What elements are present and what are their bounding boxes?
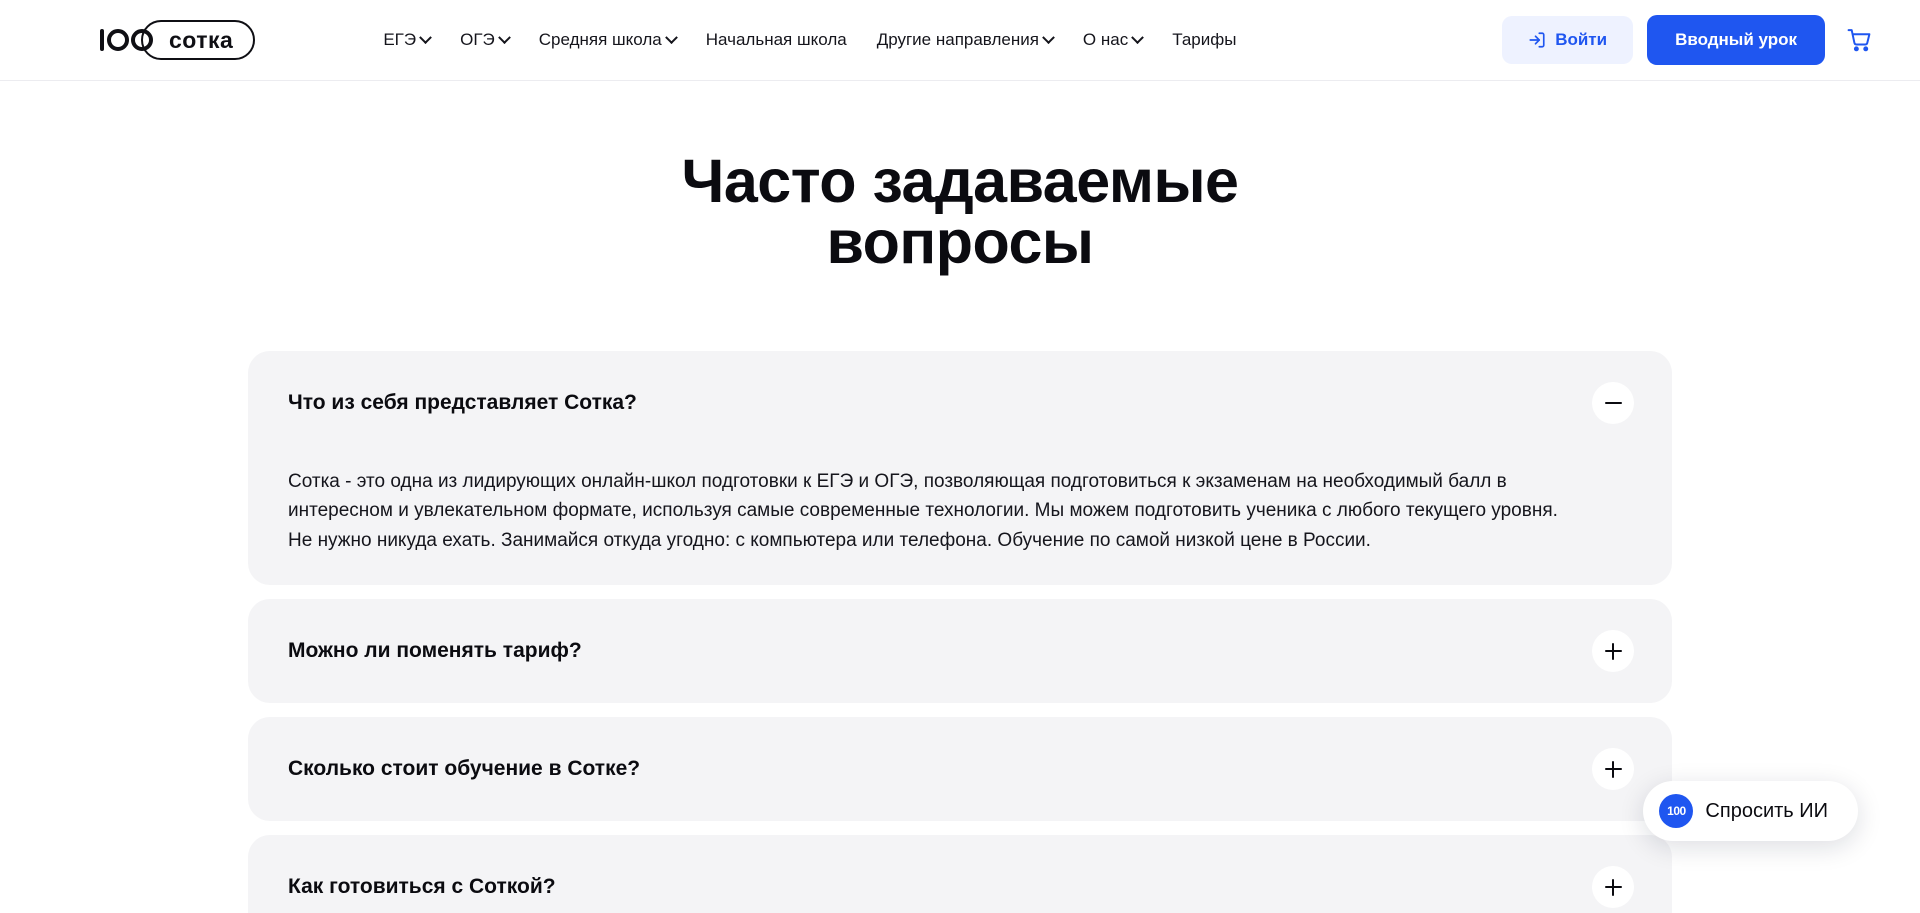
nav-item-label: Средняя школа	[538, 30, 662, 49]
plus-icon[interactable]	[1592, 748, 1634, 790]
nav-item-middle-school[interactable]	[539, 30, 676, 50]
nav-item-label: О нас	[1082, 30, 1129, 49]
chevron-down-icon	[1131, 31, 1144, 44]
faq-item	[248, 835, 1672, 913]
login-icon	[1528, 31, 1546, 49]
nav-item-ege[interactable]	[383, 30, 430, 50]
faq-item	[248, 599, 1672, 703]
faq-question-row[interactable]	[288, 865, 1634, 909]
faq-list	[248, 351, 1672, 913]
nav-item-other-directions[interactable]	[877, 30, 1053, 50]
nav-item-primary-school[interactable]	[706, 30, 847, 50]
site-header	[0, 0, 1920, 81]
ai-logo-icon: 100	[1659, 794, 1693, 828]
nav-item-about[interactable]	[1083, 30, 1142, 50]
faq-question-row[interactable]	[288, 747, 1634, 791]
main-navigation	[383, 30, 1236, 50]
faq-question: Можно ли поменять тариф?	[288, 639, 582, 663]
faq-item	[248, 717, 1672, 821]
nav-item-label: Тарифы	[1172, 30, 1237, 49]
nav-item-label: Начальная школа	[705, 30, 847, 49]
chevron-down-icon	[1042, 31, 1055, 44]
faq-question: Что из себя представляет Сотка?	[288, 391, 637, 414]
faq-question: Как готовиться с Соткой?	[288, 875, 556, 899]
chevron-down-icon	[665, 31, 678, 44]
nav-item-label: ЕГЭ	[383, 30, 417, 49]
shopping-cart-icon[interactable]	[1847, 28, 1872, 53]
nav-item-label: Другие направления	[876, 30, 1039, 49]
chevron-down-icon	[419, 31, 432, 44]
intro-lesson-button[interactable]: Вводный урок	[1647, 15, 1825, 65]
logo-wordmark: сотка	[141, 20, 255, 60]
faq-question-row[interactable]	[288, 381, 1634, 425]
faq-question: Сколько стоит обучение в Сотке?	[288, 757, 641, 781]
minus-icon[interactable]	[1592, 382, 1634, 424]
login-button-label: Войти	[1555, 30, 1608, 49]
nav-item-label: ОГЭ	[460, 30, 495, 49]
faq-item	[248, 351, 1672, 585]
main-content	[0, 81, 1920, 913]
site-logo[interactable]	[100, 19, 255, 61]
logo-mark-icon	[100, 29, 141, 51]
faq-answer: Сотка - это одна из лидирующих онлайн-школ подготовки к ЕГЭ и ОГЭ, позволяющая подготовиться к экзаменам на необходимый балл в интересном и увлекательном формате, используя самые современные технологии. Мы можем подготовить ученика с любого текущего уровня. Не нужно никуда ехать. Занимайся откуда угодно: с компьютера или телефона. Обучение по самой низкой цене в России.	[288, 471, 1558, 551]
nav-item-pricing[interactable]	[1172, 30, 1236, 50]
plus-icon[interactable]	[1592, 630, 1634, 672]
plus-icon[interactable]	[1592, 866, 1634, 908]
chevron-down-icon	[498, 31, 511, 44]
ask-ai-label: Спросить ИИ	[1705, 799, 1828, 822]
nav-item-oge[interactable]	[460, 30, 509, 50]
login-button[interactable]	[1502, 16, 1633, 64]
header-actions	[1502, 15, 1872, 65]
faq-question-row[interactable]	[288, 629, 1634, 673]
ask-ai-widget[interactable]	[1643, 781, 1858, 841]
page-title: Часто задаваемые вопросы	[681, 147, 1239, 276]
